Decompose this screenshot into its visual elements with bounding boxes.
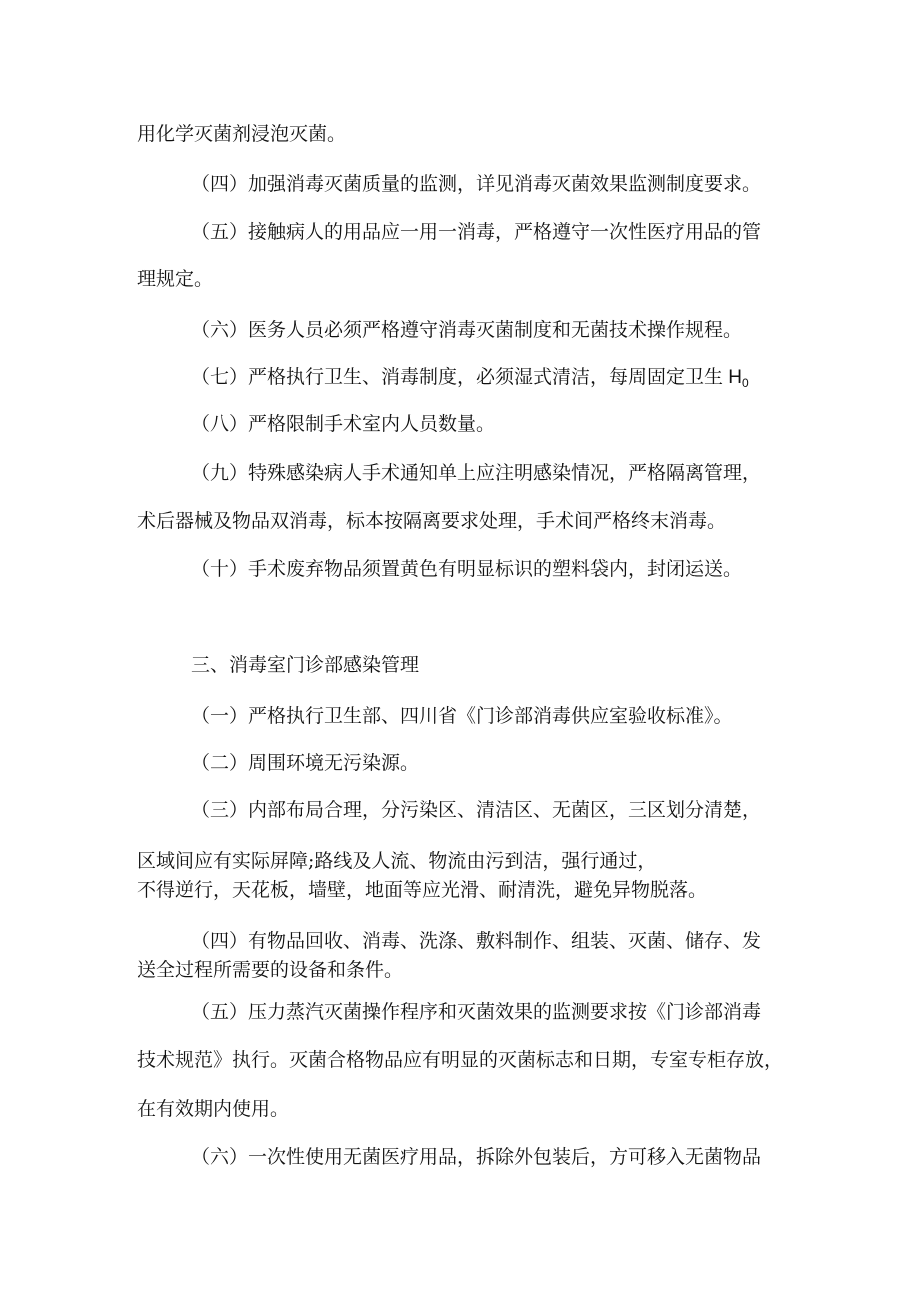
text-line: （二）周围环境无污染源。 — [191, 752, 420, 774]
text-line: 理规定。 — [137, 268, 214, 290]
text-line: 送全过程所需要的设备和条件。 — [137, 959, 404, 981]
text-line — [191, 365, 749, 395]
text-line: 在有效期内使用。 — [137, 1098, 290, 1120]
text-line: 术后器械及物品双消毒，标本按隔离要求处理，手术间严格终末消毒。 — [137, 510, 727, 532]
text-line: 区域间应有实际屏障;路线及人流、物流由污到洁，强行通过， — [137, 850, 657, 872]
text-line: （三）内部布局合理，分污染区、清洁区、无菌区，三区划分清楚， — [191, 799, 762, 821]
text-line: （六）一次性使用无菌医疗用品，拆除外包装后，方可移入无菌物品 — [191, 1146, 762, 1168]
text-line: （五）接触病人的用品应一用一消毒，严格遵守一次性医疗用品的管 — [191, 221, 762, 243]
text-line-body: （七）严格执行卫生、消毒制度，必须湿式清洁，每周固定卫生 — [191, 366, 724, 388]
text-line: 技术规范》执行。灭菌合格物品应有明显的灭菌标志和日期，专室专柜存放， — [137, 1049, 784, 1071]
text-line: （一）严格执行卫生部、四川省《门诊部消毒供应室验收标准》。 — [191, 705, 733, 727]
h-suffix: $H_0$ — [728, 367, 749, 390]
section-heading: 三、消毒室门诊部感染管理 — [191, 654, 420, 676]
text-line: （四）加强消毒灭菌质量的监测，详见消毒灭菌效果监测制度要求。 — [191, 173, 762, 195]
text-line: （八）严格限制手术室内人员数量。 — [191, 413, 496, 435]
text-line: （六）医务人员必须严格遵守消毒灭菌制度和无菌技术操作规程。 — [191, 319, 743, 341]
text-line: （十）手术废弃物品须置黄色有明显标识的塑料袋内，封闭运送。 — [191, 558, 743, 580]
text-line: 用化学灭菌剂浸泡灭菌。 — [137, 123, 347, 145]
text-line: （九）特殊感染病人手术通知单上应注明感染情况，严格隔离管理， — [191, 462, 762, 484]
text-line: （五）压力蒸汽灭菌操作程序和灭菌效果的监测要求按《门诊部消毒 — [191, 1001, 762, 1023]
text-line: 不得逆行，天花板，墙壁，地面等应光滑、耐清洗，避免异物脱落。 — [137, 879, 708, 901]
text-line: （四）有物品回收、消毒、洗涤、敷料制作、组装、灭菌、储存、发 — [191, 930, 762, 952]
